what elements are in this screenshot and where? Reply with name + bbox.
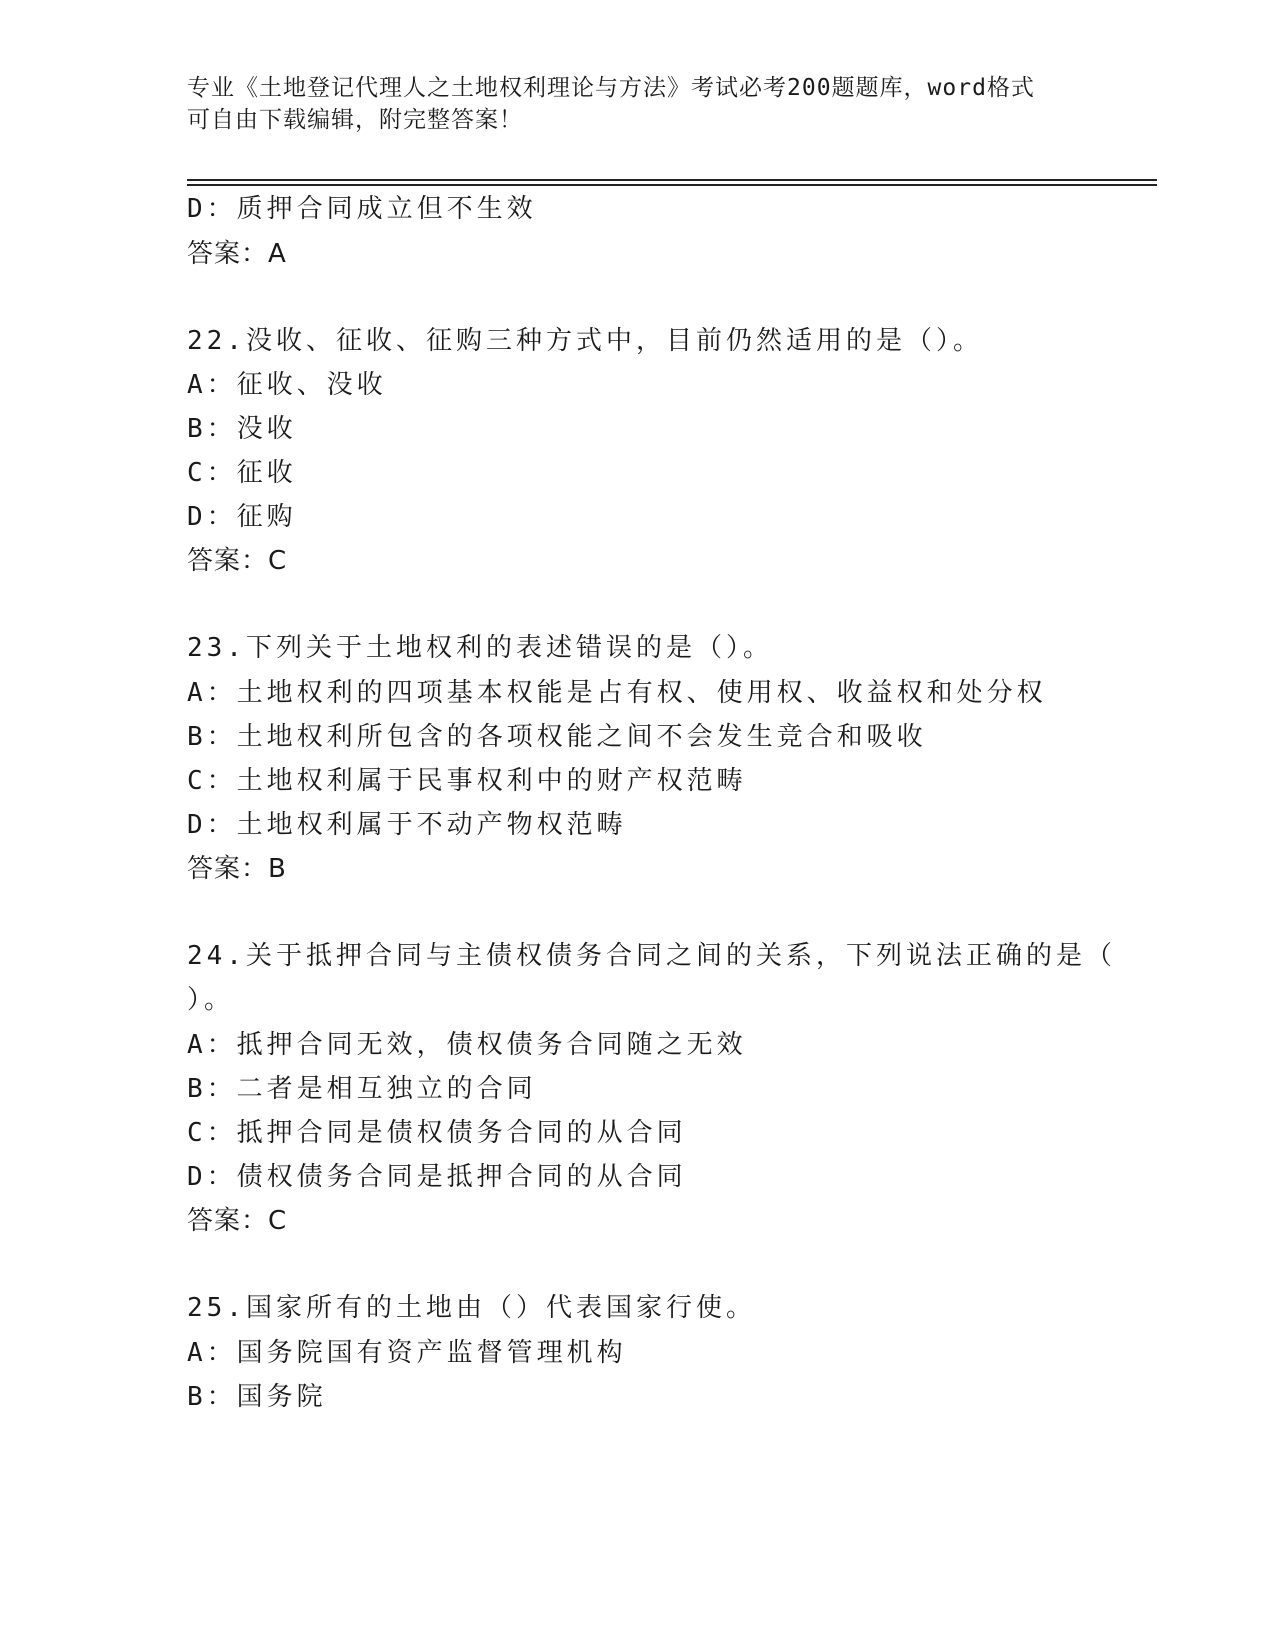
q22-option-c: C：征收 xyxy=(187,458,297,488)
q25-stem: 25.国家所有的土地由（）代表国家行使。 xyxy=(187,1293,756,1323)
q23-option-d: D：土地权利属于不动产物权范畴 xyxy=(187,810,627,840)
q24-stem-line-2: ）。 xyxy=(187,985,235,1015)
q23-option-a: A：土地权利的四项基本权能是占有权、使用权、收益权和处分权 xyxy=(187,678,1047,708)
q22-option-d: D：征购 xyxy=(187,502,297,532)
header-title-line-2: 可自由下载编辑，附完整答案！ xyxy=(187,107,523,133)
q24-option-c: C：抵押合同是债权债务合同的从合同 xyxy=(187,1118,687,1148)
q25-option-a: A：国务院国有资产监督管理机构 xyxy=(187,1338,627,1368)
q22-option-a: A：征收、没收 xyxy=(187,370,387,400)
q22-answer: 答案：C xyxy=(187,546,288,576)
q21-option-d: D：质押合同成立但不生效 xyxy=(187,194,537,224)
q23-option-b: B：土地权利所包含的各项权能之间不会发生竞合和吸收 xyxy=(187,722,927,752)
q22-option-b: B：没收 xyxy=(187,414,297,444)
q21-answer: 答案：A xyxy=(187,239,287,269)
q24-option-b: B：二者是相互独立的合同 xyxy=(187,1074,537,1104)
q23-stem: 23.下列关于土地权利的表述错误的是（）。 xyxy=(187,633,773,663)
header-title-line-1: 专业《土地登记代理人之土地权利理论与方法》考试必考200题题库，word格式 xyxy=(187,75,1035,101)
q24-stem-line-1: 24.关于抵押合同与主债权债务合同之间的关系，下列说法正确的是（ xyxy=(187,941,1116,971)
q23-answer: 答案：B xyxy=(187,854,287,884)
header-divider-top xyxy=(187,179,1157,181)
document-header xyxy=(187,72,1077,136)
q24-option-d: D：债权债务合同是抵押合同的从合同 xyxy=(187,1162,687,1192)
q24-answer: 答案：C xyxy=(187,1206,288,1236)
q22-stem: 22.没收、征收、征购三种方式中，目前仍然适用的是（）。 xyxy=(187,326,983,356)
q24-option-a: A：抵押合同无效，债权债务合同随之无效 xyxy=(187,1030,747,1060)
q23-option-c: C：土地权利属于民事权利中的财产权范畴 xyxy=(187,766,747,796)
q25-option-b: B：国务院 xyxy=(187,1382,327,1412)
header-divider-bottom xyxy=(187,184,1157,186)
